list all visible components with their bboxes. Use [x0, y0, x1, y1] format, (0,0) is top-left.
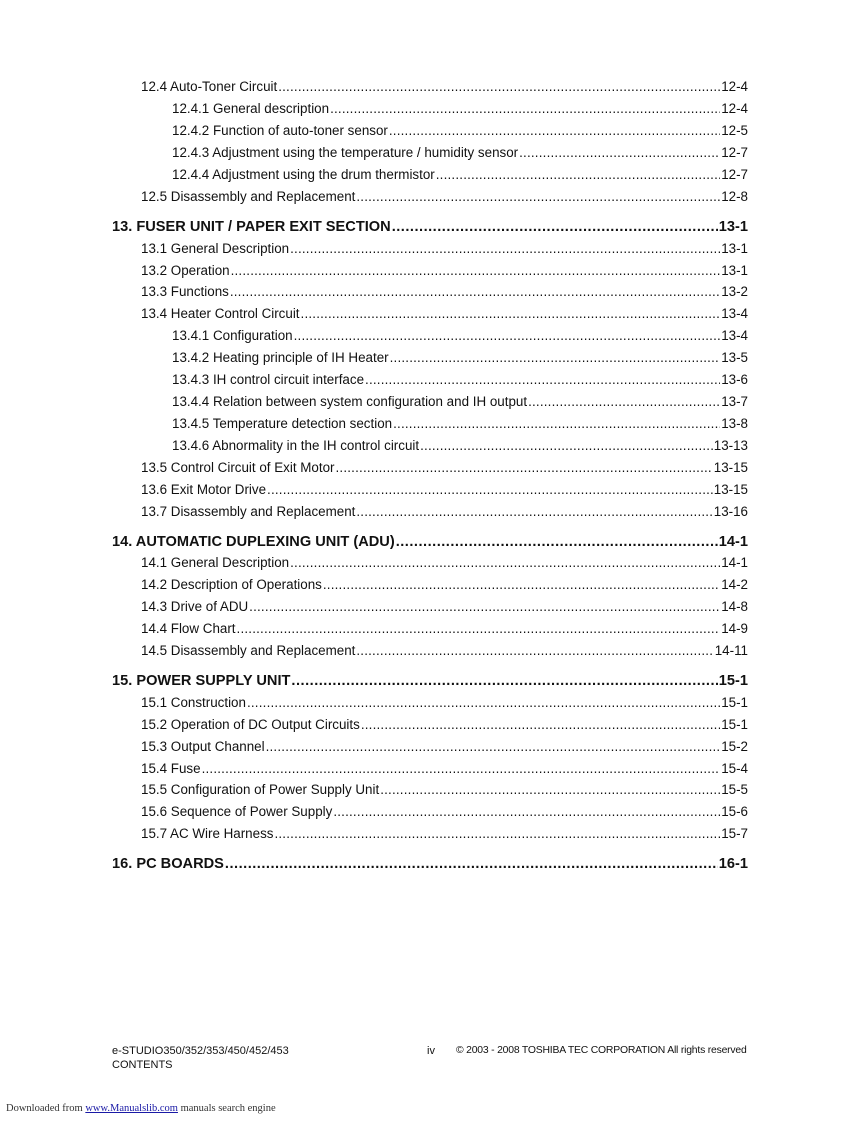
dot-leader: [230, 284, 720, 300]
dot-leader: [225, 856, 718, 872]
toc-entry-page: 13-2: [721, 284, 748, 299]
toc-entry-title: 14.5 Disassembly and Replacement: [141, 643, 356, 658]
dot-leader: [356, 504, 712, 520]
footer-left: [112, 1044, 289, 1072]
dot-leader: [278, 79, 720, 95]
toc-entry-title: 12.4.1 General description: [172, 101, 330, 116]
toc-entry-page: 13-15: [713, 460, 748, 475]
toc-entry-page: 13-16: [713, 504, 748, 519]
toc-entry[interactable]: [141, 504, 748, 520]
toc-entry-page: 15-6: [721, 804, 748, 819]
toc-entry-title: 13.4 Heater Control Circuit: [141, 306, 300, 321]
toc-entry-page: 16-1: [718, 856, 748, 872]
dot-leader: [380, 782, 720, 798]
toc-entry-page: 13-1: [721, 263, 748, 278]
toc-entry-page: 14-9: [721, 621, 748, 636]
toc-entry-page: 15-2: [721, 739, 748, 754]
dot-leader: [420, 438, 713, 454]
toc-chapter-entry[interactable]: [112, 534, 748, 550]
toc-entry[interactable]: [172, 167, 748, 183]
toc-entry-title: 12.4.3 Adjustment using the temperature / humidity sensor: [172, 145, 519, 160]
dot-leader: [356, 643, 713, 659]
dot-leader: [266, 739, 721, 755]
toc-entry-title: 13.4.1 Configuration: [172, 328, 293, 343]
toc-entry-page: 13-15: [713, 482, 748, 497]
toc-entry[interactable]: [141, 577, 748, 593]
dot-leader: [392, 219, 718, 235]
toc-entry-title: 12.4.2 Function of auto-toner sensor: [172, 123, 388, 138]
toc-entry-page: 13-13: [713, 438, 748, 453]
toc-chapter-entry[interactable]: [112, 856, 748, 872]
toc-entry-title: 13.4.3 IH control circuit interface: [172, 372, 365, 387]
toc-entry[interactable]: [141, 804, 748, 820]
toc-entry[interactable]: [141, 189, 748, 205]
dot-leader: [361, 717, 720, 733]
toc-entry-title: 14.4 Flow Chart: [141, 621, 236, 636]
toc-entry-title: 15.5 Configuration of Power Supply Unit: [141, 782, 380, 797]
toc-entry[interactable]: [141, 739, 748, 755]
toc-entry[interactable]: [172, 394, 748, 410]
toc-entry[interactable]: [141, 621, 748, 637]
toc-entry-page: 15-1: [718, 673, 748, 689]
dot-leader: [323, 577, 720, 593]
download-prefix: Downloaded from: [6, 1103, 83, 1114]
toc-entry[interactable]: [141, 717, 748, 733]
toc-entry[interactable]: [141, 555, 748, 571]
toc-entry-title: 12.4.4 Adjustment using the drum thermistor: [172, 167, 435, 182]
toc-entry-page: 15-1: [721, 695, 748, 710]
dot-leader: [267, 482, 713, 498]
toc-entry-page: 13-5: [721, 350, 748, 365]
toc-entry-page: 12-5: [721, 123, 748, 138]
toc-entry-title: 14.1 General Description: [141, 555, 290, 570]
toc-entry-page: 13-1: [721, 241, 748, 256]
dot-leader: [393, 416, 720, 432]
toc-entry[interactable]: [172, 416, 748, 432]
dot-leader: [436, 167, 720, 183]
toc-entry-title: 13.3 Functions: [141, 284, 229, 299]
toc-entry-title: 15. POWER SUPPLY UNIT: [112, 673, 291, 689]
toc-chapter-entry[interactable]: [112, 673, 748, 689]
toc-entry[interactable]: [141, 263, 748, 279]
toc-entry[interactable]: [141, 826, 748, 842]
dot-leader: [333, 804, 720, 820]
toc-entry-title: 14.2 Description of Operations: [141, 577, 322, 592]
dot-leader: [336, 460, 713, 476]
toc-entry[interactable]: [172, 350, 748, 366]
dot-leader: [301, 306, 721, 322]
toc-entry-title: 13.7 Disassembly and Replacement: [141, 504, 356, 519]
toc-entry-title: 15.7 AC Wire Harness: [141, 826, 274, 841]
toc-entry-title: 15.2 Operation of DC Output Circuits: [141, 717, 360, 732]
dot-leader: [274, 826, 720, 842]
download-suffix: manuals search engine: [180, 1103, 276, 1114]
toc-entry-page: 13-1: [718, 219, 748, 235]
dot-leader: [294, 328, 721, 344]
toc-entry-page: 14-2: [721, 577, 748, 592]
toc-entry[interactable]: [172, 145, 748, 161]
download-note: [6, 1103, 276, 1114]
toc-entry-title: 12.5 Disassembly and Replacement: [141, 189, 356, 204]
dot-leader: [237, 621, 721, 637]
toc-entry[interactable]: [141, 695, 748, 711]
footer-page-number: iv: [427, 1045, 435, 1057]
toc-entry[interactable]: [141, 306, 748, 322]
dot-leader: [528, 394, 720, 410]
footer-section: CONTENTS: [112, 1059, 173, 1071]
toc-entry[interactable]: [172, 438, 748, 454]
toc-entry[interactable]: [141, 79, 748, 95]
toc-entry-title: 13. FUSER UNIT / PAPER EXIT SECTION: [112, 219, 391, 235]
toc-entry-page: 12-4: [721, 101, 748, 116]
toc-entry-page: 14-1: [718, 534, 748, 550]
toc-entry-page: 15-7: [721, 826, 748, 841]
toc-entry-title: 14. AUTOMATIC DUPLEXING UNIT (ADU): [112, 534, 395, 550]
toc-entry-page: 12-8: [721, 189, 748, 204]
toc-entry-page: 14-11: [714, 643, 748, 658]
dot-leader: [202, 761, 721, 777]
manualslib-link[interactable]: www.Manualslib.com: [85, 1103, 178, 1114]
toc-entry[interactable]: [141, 643, 748, 659]
toc-entry[interactable]: [141, 284, 748, 300]
toc-entry[interactable]: [141, 460, 748, 476]
dot-leader: [389, 123, 720, 139]
dot-leader: [396, 534, 718, 550]
toc-entry[interactable]: [141, 599, 748, 615]
toc-entry-page: 13-8: [721, 416, 748, 431]
toc-entry-page: 12-7: [721, 145, 748, 160]
toc-entry-title: 15.3 Output Channel: [141, 739, 265, 754]
toc-entry-title: 13.1 General Description: [141, 241, 290, 256]
toc-entry[interactable]: [172, 101, 748, 117]
toc-entry[interactable]: [172, 328, 748, 344]
footer-copyright: © 2003 - 2008 TOSHIBA TEC CORPORATION All rights reserved: [456, 1045, 747, 1056]
dot-leader: [249, 599, 720, 615]
toc-entry-page: 13-4: [721, 306, 748, 321]
toc-entry-page: 15-4: [721, 761, 748, 776]
dot-leader: [390, 350, 721, 366]
toc-entry-page: 13-4: [721, 328, 748, 343]
toc-chapter-entry[interactable]: [112, 219, 748, 235]
toc-entry-title: 15.4 Fuse: [141, 761, 201, 776]
dot-leader: [290, 555, 720, 571]
toc-entry-title: 13.5 Control Circuit of Exit Motor: [141, 460, 335, 475]
dot-leader: [356, 189, 720, 205]
toc-entry[interactable]: [141, 782, 748, 798]
toc-entry-page: 12-7: [721, 167, 748, 182]
dot-leader: [247, 695, 720, 711]
dot-leader: [330, 101, 720, 117]
dot-leader: [519, 145, 720, 161]
dot-leader: [291, 673, 717, 689]
toc-entry[interactable]: [172, 372, 748, 388]
toc-entry[interactable]: [141, 482, 748, 498]
toc-entry-title: 14.3 Drive of ADU: [141, 599, 249, 614]
toc-entry-page: 12-4: [721, 79, 748, 94]
toc-entry-title: 16. PC BOARDS: [112, 856, 224, 872]
footer-model: e-STUDIO350/352/353/450/452/453: [112, 1045, 289, 1057]
toc-entry-page: 13-6: [721, 372, 748, 387]
toc-entry-title: 13.4.2 Heating principle of IH Heater: [172, 350, 389, 365]
toc-entry-title: 13.4.6 Abnormality in the IH control circuit: [172, 438, 420, 453]
toc-entry-title: 15.1 Construction: [141, 695, 246, 710]
toc-entry[interactable]: [141, 761, 748, 777]
toc-entry-title: 12.4 Auto-Toner Circuit: [141, 79, 278, 94]
toc-entry-page: 14-1: [721, 555, 748, 570]
toc-entry-title: 13.4.5 Temperature detection section: [172, 416, 393, 431]
toc-entry-page: 15-1: [721, 717, 748, 732]
toc-entry-page: 13-7: [721, 394, 748, 409]
toc-entry[interactable]: [172, 123, 748, 139]
toc-entry-page: 15-5: [721, 782, 748, 797]
dot-leader: [290, 241, 720, 257]
toc-entry-title: 13.6 Exit Motor Drive: [141, 482, 267, 497]
toc-entry-title: 15.6 Sequence of Power Supply: [141, 804, 333, 819]
toc-entry-title: 13.4.4 Relation between system configuration and IH output: [172, 394, 528, 409]
toc-entry[interactable]: [141, 241, 748, 257]
dot-leader: [231, 263, 721, 279]
toc-entry-page: 14-8: [721, 599, 748, 614]
toc-entry-title: 13.2 Operation: [141, 263, 230, 278]
dot-leader: [365, 372, 720, 388]
